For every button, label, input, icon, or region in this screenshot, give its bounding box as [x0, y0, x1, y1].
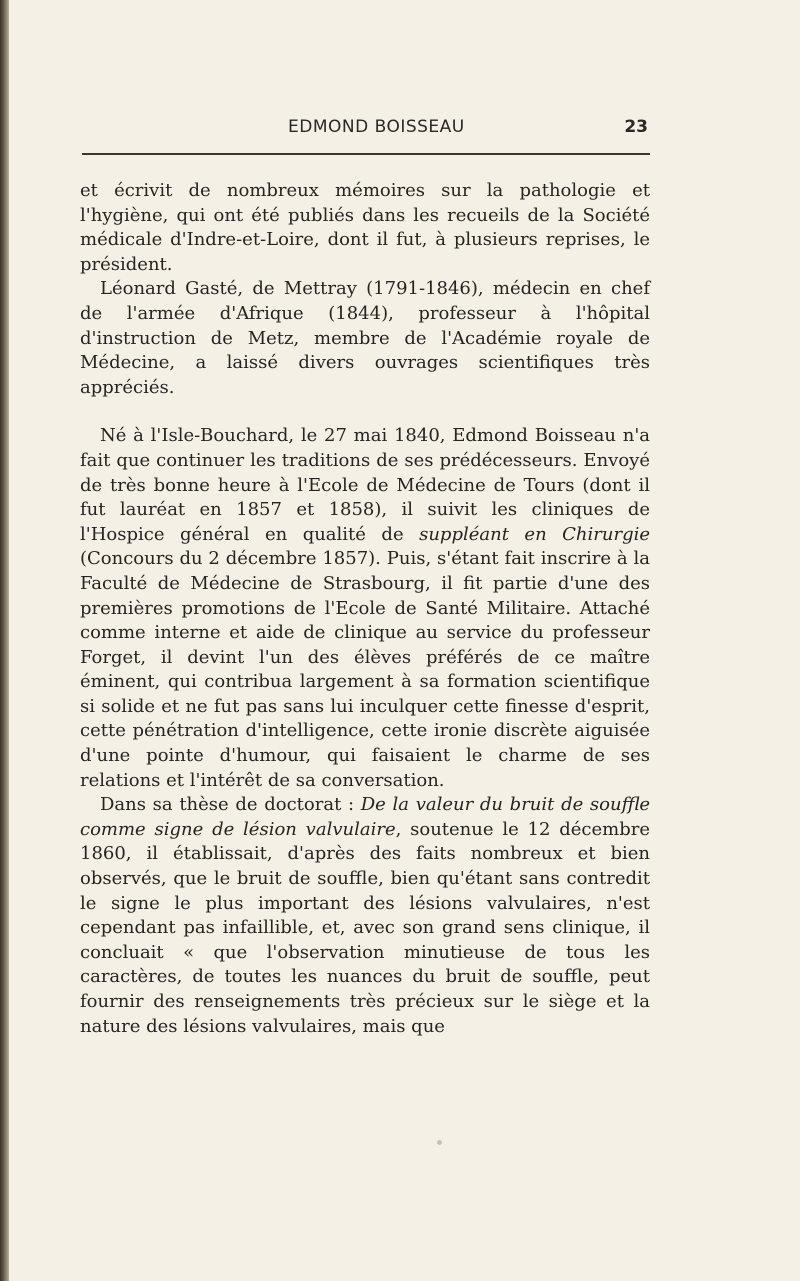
page-header — [80, 117, 650, 143]
book-binding-edge — [0, 0, 9, 1281]
paper-speck — [437, 1140, 442, 1145]
body-text — [80, 179, 650, 1039]
paragraph-1: et écrivit de nombreux mémoires sur la pathologie et l'hygiène, qui ont été publiés dans les recueils de la Société médicale d'Indre-et-Loire, dont il fut, à plusieurs reprises, le président. — [80, 180, 650, 275]
paragraph-3-text-b: (Concours du 2 décembre 1857). Puis, s'étant fait inscrire à la Faculté de Médecine de Strasbourg, il fit partie d'une des premières promotions de l'Ecole de Santé Militaire. Attaché comme interne et aide de clinique au service du professeur Forget, il devint l'un des élèves préférés de ce maître éminent, qui contribua largement à sa formation scientifique si solide et ne fut pas sans lui inculquer cette finesse d'esprit, cette pénétration d'intelligence, cette ironie discrète aiguisée d'une pointe d'humour, qui faisaient le charme de ses relations et l'intérêt de sa conversation. — [80, 548, 650, 791]
header-rule — [82, 153, 650, 155]
paragraph-4-text-a: Dans sa thèse de doctorat : — [100, 794, 361, 816]
paragraph-2: Léonard Gasté, de Mettray (1791-1846), médecin en chef de l'armée d'Afrique (1844), professeur à l'hôpital d'instruction de Metz, membre de l'Académie royale de Médecine, a laissé divers ouvrages scientifiques très appréciés. — [80, 278, 650, 398]
paragraph-4-italic: De la valeur du bruit de souffle comme signe de lésion valvulaire — [80, 794, 650, 840]
running-title: EDMOND BOISSEAU — [288, 117, 465, 137]
paragraph-3 — [80, 424, 650, 793]
paragraph-3-italic: suppléant en Chirurgie — [419, 523, 651, 545]
paragraph-4 — [80, 793, 650, 1039]
book-page — [80, 0, 650, 1281]
page-number: 23 — [624, 117, 648, 137]
paragraph-4-text-b: , soutenue le 12 décembre 1860, il établissait, d'après des faits nombreux et bien observés, que le bruit de souffle, bien qu'étant sans contredit le signe le plus important des lésions valvulaires, n'est cependant pas infaillible, et, avec son grand sens clinique, il concluait « que l'observation minutieuse de tous les caractères, de toutes les nuances du bruit de souffle, peut fournir des renseignements très précieux sur le siège et la nature des lésions valvulaires, mais que — [80, 818, 650, 1037]
paragraph-3-text-a: Né à l'Isle-Bouchard, le 27 mai 1840, Edmond Boisseau n'a fait que continuer les traditions de ses prédécesseurs. Envoyé de très bonne heure à l'Ecole de Médecine de Tours (dont il fut lauréat en 1857 et 1858), il suivit les cliniques de l'Hospice général en qualité de — [80, 425, 650, 545]
